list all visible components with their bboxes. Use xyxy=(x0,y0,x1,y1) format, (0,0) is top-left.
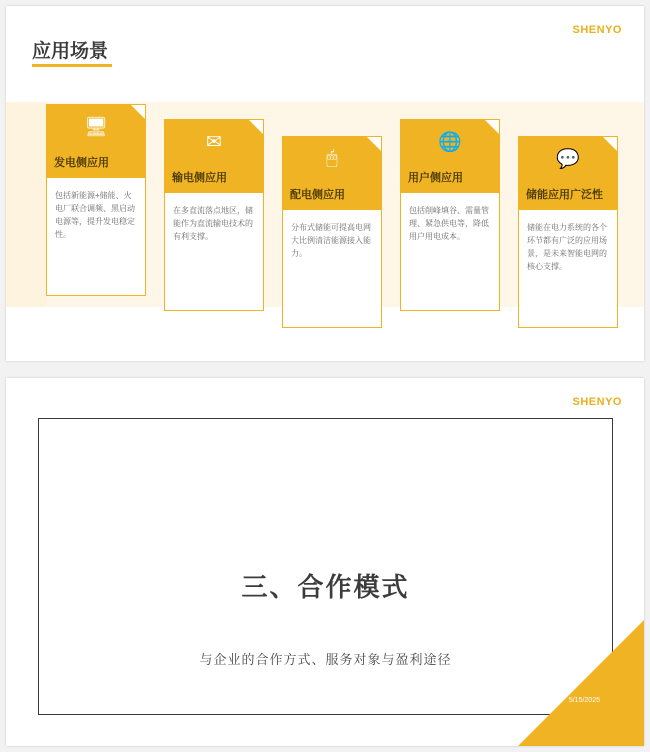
slide-date: 5/15/2025 xyxy=(568,697,600,704)
card-label: 发电侧应用 xyxy=(47,149,145,178)
slide-application-scenarios[interactable] xyxy=(6,6,644,361)
card-list xyxy=(36,94,636,334)
card-item[interactable] xyxy=(164,119,264,311)
card-icon-glyph: 💬 xyxy=(556,149,580,170)
card-item[interactable] xyxy=(282,136,382,328)
card-body: 在多直流落点地区，储能作为直流输电技术的有利支撑。 xyxy=(173,206,253,241)
card-label: 输电侧应用 xyxy=(165,164,263,193)
page-title: 应用场景 xyxy=(32,41,109,62)
card-icon-glyph: 🖥 xyxy=(83,117,109,138)
card-body: 分布式储能可提高电网大比例清洁能源接入能力。 xyxy=(291,223,371,258)
notch-corner xyxy=(249,120,263,134)
card-item[interactable] xyxy=(400,119,500,311)
notch-corner xyxy=(367,137,381,151)
card-body: 储能在电力系统的各个环节都有广泛的应用场景，是未来智能电网的核心支撑。 xyxy=(527,223,607,271)
envelope-icon xyxy=(165,120,263,164)
presentation-chart-icon xyxy=(47,105,145,149)
card-body: 包括削峰填谷、需量管理、紧急供电等，降低用户用电成本。 xyxy=(409,206,489,241)
section-subtitle: 与企业的合作方式、服务对象与盈利途径 xyxy=(199,652,452,667)
notch-corner xyxy=(485,120,499,134)
card-icon-glyph: 🌐 xyxy=(438,132,462,153)
title-underline xyxy=(32,64,112,67)
card-label: 储能应用广泛性 xyxy=(519,181,617,210)
section-title: 三、合作模式 xyxy=(241,572,410,602)
chat-bubble-icon xyxy=(519,137,617,181)
brand-logo: SHENYO xyxy=(572,24,622,36)
brand-logo: SHENYO xyxy=(572,396,622,408)
card-item[interactable] xyxy=(518,136,618,328)
card-icon-glyph: ✉ xyxy=(206,131,222,153)
card-label: 配电侧应用 xyxy=(283,181,381,210)
card-label: 用户侧应用 xyxy=(401,164,499,193)
globe-icon xyxy=(401,120,499,164)
card-icon-glyph: 🖱 xyxy=(326,148,338,169)
card-item[interactable] xyxy=(46,104,146,296)
decorative-triangle xyxy=(504,620,644,746)
slide-cooperation-model[interactable] xyxy=(6,378,644,746)
card-body: 包括新能源+储能、火电厂联合调频、黑启动电源等，提升发电稳定性。 xyxy=(55,191,135,239)
notch-corner xyxy=(603,137,617,151)
mouse-icon xyxy=(283,137,381,181)
notch-corner xyxy=(131,105,145,119)
